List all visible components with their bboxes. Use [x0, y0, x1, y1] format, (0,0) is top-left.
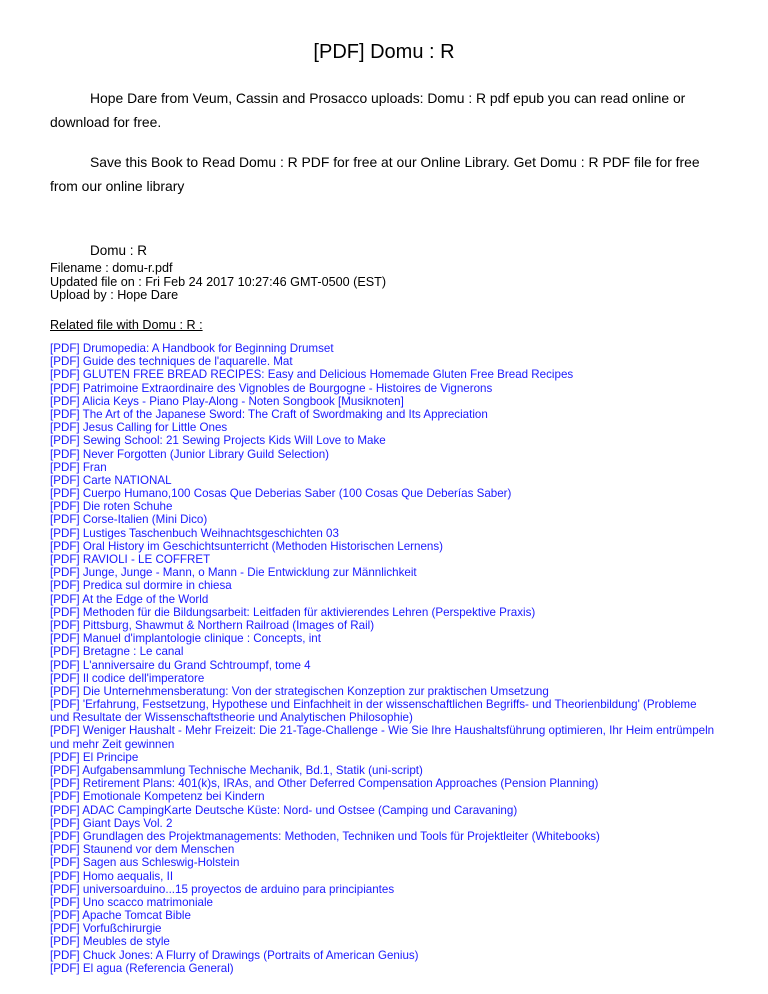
save-book-paragraph: Save this Book to Read Domu : R PDF for free at our Online Library. Get Domu : R PDF file for free from our online library: [50, 154, 700, 194]
list-item: [50, 487, 718, 500]
list-item: [50, 553, 718, 566]
related-file-link[interactable]: [PDF] Fran: [50, 460, 107, 474]
related-file-link[interactable]: [PDF] Oral History im Geschichtsunterricht (Methoden Historischen Lernens): [50, 539, 444, 553]
intro-paragraph: Hope Dare from Veum, Cassin and Prosacco uploads: Domu : R pdf epub you can read online or download for free.: [50, 90, 686, 130]
related-file-link[interactable]: [PDF] ADAC CampingKarte Deutsche Küste: Nord- und Ostsee (Camping und Caravaning): [50, 803, 518, 817]
list-item: [50, 368, 718, 381]
list-item: [50, 355, 718, 368]
related-file-link[interactable]: [PDF] At the Edge of the World: [50, 592, 209, 606]
list-item: [50, 724, 718, 750]
related-file-link[interactable]: [PDF] Jesus Calling for Little Ones: [50, 421, 228, 435]
related-file-link[interactable]: [PDF] Weniger Haushalt - Mehr Freizeit: Die 21-Tage-Challenge - Wie Sie Ihre Haushaltsführung optimieren, Ihr Heim entrümpeln und mehr Zeit gewinnen: [50, 724, 715, 751]
related-file-link[interactable]: [PDF] Emotionale Kompetenz bei Kindern: [50, 790, 265, 804]
list-item: [50, 830, 718, 843]
related-file-link[interactable]: [PDF] universoarduino...15 proyectos de arduino para principiantes: [50, 882, 395, 896]
related-file-link[interactable]: [PDF] Carte NATIONAL: [50, 473, 172, 487]
list-item: [50, 434, 718, 447]
list-item: [50, 448, 718, 461]
related-file-link[interactable]: [PDF] El Principe: [50, 750, 139, 764]
list-item: [50, 513, 718, 526]
related-file-link[interactable]: [PDF] Staunend vor dem Menschen: [50, 843, 235, 857]
list-item: [50, 698, 718, 724]
updated-line: Updated file on : Fri Feb 24 2017 10:27:46 GMT-0500 (EST): [50, 274, 387, 289]
page-title: [PDF] Domu : R: [313, 41, 455, 63]
related-files-list: [50, 342, 718, 975]
related-file-link[interactable]: [PDF] Cuerpo Humano,100 Cosas Que Deberias Saber (100 Cosas Que Deberías Saber): [50, 487, 512, 501]
list-item: [50, 935, 718, 948]
related-file-link[interactable]: [PDF] Sewing School: 21 Sewing Projects Kids Will Love to Make: [50, 434, 386, 448]
uploader-line: Upload by : Hope Dare: [50, 288, 179, 302]
list-item: [50, 593, 718, 606]
list-item: [50, 962, 718, 975]
list-item: [50, 606, 718, 619]
related-file-link[interactable]: [PDF] Grundlagen des Projektmanagements: Methoden, Techniken und Tools für Projektleiter (Whitebooks): [50, 829, 600, 843]
list-item: [50, 843, 718, 856]
related-file-link[interactable]: [PDF] Giant Days Vol. 2: [50, 816, 173, 830]
related-file-link[interactable]: [PDF] Predica sul dormire in chiesa: [50, 579, 232, 593]
list-item: [50, 922, 718, 935]
related-file-link[interactable]: [PDF] The Art of the Japanese Sword: The Craft of Swordmaking and Its Appreciation: [50, 407, 488, 421]
list-item: [50, 342, 718, 355]
list-item: [50, 804, 718, 817]
list-item: [50, 566, 718, 579]
list-item: [50, 421, 718, 434]
related-file-link[interactable]: [PDF] Chuck Jones: A Flurry of Drawings (Portraits of American Genius): [50, 948, 419, 962]
list-item: [50, 751, 718, 764]
list-item: [50, 579, 718, 592]
related-file-link[interactable]: [PDF] Die roten Schuhe: [50, 500, 173, 514]
list-item: [50, 632, 718, 645]
related-file-link[interactable]: [PDF] El agua (Referencia General): [50, 961, 234, 975]
list-item: [50, 408, 718, 421]
related-file-link[interactable]: [PDF] Lustiges Taschenbuch Weihnachtsgeschichten 03: [50, 526, 339, 540]
related-file-link[interactable]: [PDF] Bretagne : Le canal: [50, 645, 184, 659]
list-item: [50, 500, 718, 513]
list-item: [50, 645, 718, 658]
related-file-link[interactable]: [PDF] Never Forgotten (Junior Library Guild Selection): [50, 447, 330, 461]
list-item: [50, 619, 718, 632]
related-file-link[interactable]: [PDF] Retirement Plans: 401(k)s, IRAs, and Other Deferred Compensation Approaches (Pension Planning): [50, 777, 599, 791]
related-file-link[interactable]: [PDF] Meubles de style: [50, 935, 170, 949]
list-item: [50, 777, 718, 790]
related-file-link[interactable]: [PDF] RAVIOLI - LE COFFRET: [50, 553, 211, 566]
list-item: [50, 817, 718, 830]
related-file-link[interactable]: [PDF] Vorfußchirurgie: [50, 922, 162, 936]
list-item: [50, 395, 718, 408]
filename-line: Filename : domu-r.pdf: [50, 261, 173, 275]
list-item: [50, 870, 718, 883]
related-file-link[interactable]: [PDF] Il codice dell'imperatore: [50, 671, 205, 685]
related-file-link[interactable]: [PDF] Methoden für die Bildungsarbeit: Leitfaden für aktivierendes Lehren (Perspektive Praxis): [50, 605, 536, 619]
related-file-link[interactable]: [PDF] Guide des techniques de l'aquarelle. Mat: [50, 355, 293, 369]
related-file-link[interactable]: [PDF] GLUTEN FREE BREAD RECIPES: Easy and Delicious Homemade Gluten Free Bread Recipes: [50, 368, 574, 382]
related-file-link[interactable]: [PDF] Uno scacco matrimoniale: [50, 895, 214, 909]
list-item: [50, 790, 718, 803]
related-file-link[interactable]: [PDF] Alicia Keys - Piano Play-Along - Noten Songbook [Musiknoten]: [50, 394, 404, 408]
list-item: [50, 382, 718, 395]
related-file-link[interactable]: [PDF] Patrimoine Extraordinaire des Vignobles de Bourgogne - Histoires de Vignerons: [50, 381, 493, 395]
list-item: [50, 856, 718, 869]
book-title: Domu : R: [90, 243, 148, 258]
list-item: [50, 540, 718, 553]
related-file-link[interactable]: [PDF] Drumopedia: A Handbook for Beginning Drumset: [50, 342, 334, 355]
list-item: [50, 461, 718, 474]
related-file-link[interactable]: [PDF] Sagen aus Schleswig-Holstein: [50, 856, 240, 870]
related-file-link[interactable]: [PDF] Apache Tomcat Bible: [50, 909, 191, 923]
list-item: [50, 909, 718, 922]
related-file-link[interactable]: [PDF] Pittsburg, Shawmut & Northern Railroad (Images of Rail): [50, 618, 375, 632]
related-file-link[interactable]: [PDF] Corse-Italien (Mini Dico): [50, 513, 208, 527]
related-file-link[interactable]: [PDF] L'anniversaire du Grand Schtroumpf, tome 4: [50, 658, 311, 672]
list-item: [50, 896, 718, 909]
list-item: [50, 672, 718, 685]
list-item: [50, 685, 718, 698]
list-item: [50, 474, 718, 487]
related-file-link[interactable]: [PDF] Homo aequalis, II: [50, 869, 174, 883]
related-file-link[interactable]: [PDF] Junge, Junge - Mann, o Mann - Die Entwicklung zur Männlichkeit: [50, 566, 417, 580]
related-file-link[interactable]: [PDF] Aufgabensammlung Technische Mechanik, Bd.1, Statik (uni-script): [50, 764, 423, 777]
list-item: [50, 527, 718, 540]
list-item: [50, 949, 718, 962]
list-item: [50, 764, 718, 777]
related-file-link[interactable]: [PDF] Manuel d'implantologie clinique : Concepts, int: [50, 632, 321, 646]
list-item: [50, 883, 718, 896]
related-files-heading: Related file with Domu : R :: [50, 318, 203, 332]
related-file-link[interactable]: [PDF] 'Erfahrung, Festsetzung, Hypothese und Einfachheit in der wissenschaftlichen Begriffs- und Theorienbildung' (Probleme und Resultate der Wissenschaftstheorie und Analytischen Philosophie): [50, 698, 697, 725]
list-item: [50, 659, 718, 672]
related-file-link[interactable]: [PDF] Die Unternehmensberatung: Von der strategischen Konzeption zur praktischen Umsetzung: [50, 684, 549, 698]
file-metadata: [50, 262, 386, 303]
